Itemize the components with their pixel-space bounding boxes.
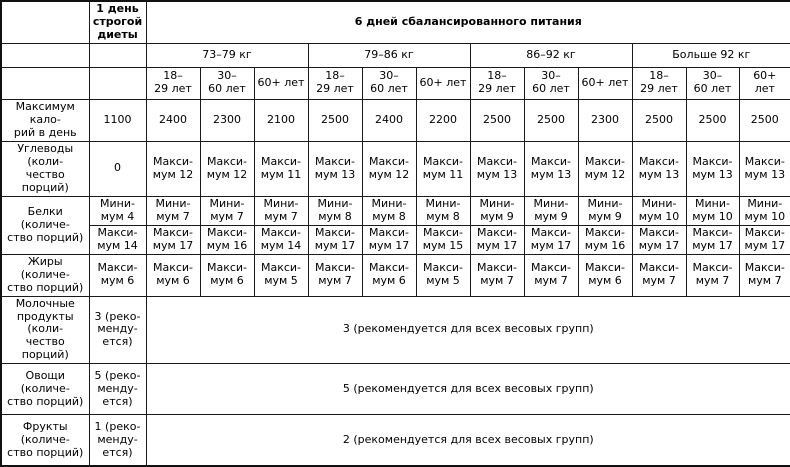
row-label-vegetables (1, 364, 89, 415)
cell-carbs-7 (524, 141, 578, 196)
val-line2: мум 6 (588, 274, 622, 288)
age-line1: 30– (379, 69, 399, 83)
val-line2: мум 17 (530, 238, 572, 252)
val-line1: Макси- (422, 225, 464, 239)
val-line2: мум 13 (476, 167, 518, 181)
cell-fats-0 (146, 254, 200, 296)
header-strict-day (89, 1, 146, 43)
age-group-30-60-g3 (524, 67, 578, 99)
cell-protein-min-6 (470, 196, 524, 225)
table-row-vegetables (1, 364, 790, 415)
val-line1: Макси- (530, 261, 572, 275)
row-label-line1: Максимум кало- (15, 99, 75, 126)
row-label-line2: продукты (коли- (16, 309, 74, 336)
cell-calories-3: 2500 (308, 99, 362, 141)
age-line2: 60 лет (370, 82, 408, 96)
val-line2: мум 7 (156, 209, 190, 223)
val-line1: 5 (реко- (94, 368, 141, 382)
blank-cell-left (1, 43, 89, 67)
val-line1: Мини- (587, 196, 623, 210)
val-line1: Макси- (638, 225, 680, 239)
cell-protein-max-0 (146, 225, 200, 254)
val-line2: мум 9 (588, 209, 622, 223)
cell-protein-max-8 (578, 225, 632, 254)
val-line1: Мини- (425, 196, 461, 210)
row-label-line1: Фрукты (количе- (20, 419, 70, 446)
val-line2: мум 7 (480, 274, 514, 288)
val-line2: мум 6 (372, 274, 406, 288)
cell-carbs-1 (200, 141, 254, 196)
age-group-60plus-g1: 60+ лет (254, 67, 308, 99)
corner-blank-cell (1, 1, 89, 43)
cell-fats-7 (524, 254, 578, 296)
cell-calories-10: 2500 (686, 99, 739, 141)
age-group-18-29-g1 (146, 67, 200, 99)
val-line1: Макси- (584, 261, 626, 275)
cell-vegetables-strict (89, 364, 146, 415)
blank-cell-left-2 (1, 67, 89, 99)
age-line1: 30– (217, 69, 237, 83)
val-line1: Макси- (744, 225, 785, 239)
val-line1: 1 (реко- (94, 419, 141, 433)
val-line2: мум 17 (476, 238, 518, 252)
val-line1: Макси- (692, 225, 733, 239)
row-label-carbohydrates (1, 141, 89, 196)
val-line2: мум 10 (692, 209, 733, 223)
table-row-fats (1, 254, 790, 296)
cell-protein-max-9 (632, 225, 686, 254)
val-line2: мум 8 (372, 209, 406, 223)
age-line1: 18– (325, 69, 345, 83)
age-group-60plus-g2: 60+ лет (416, 67, 470, 99)
val-line1: Макси- (368, 225, 410, 239)
val-line2: менду- (97, 381, 138, 395)
val-line2: мум 4 (100, 209, 135, 223)
val-line2: мум 7 (695, 274, 730, 288)
row-label-line1: Белки (количе- (20, 204, 70, 231)
header-strict-day-line2: строгой (92, 14, 143, 28)
val-line1: Макси- (422, 154, 464, 168)
val-line2: мум 13 (314, 167, 356, 181)
val-line1: Макси- (260, 154, 302, 168)
val-line2: мум 5 (264, 274, 298, 288)
val-line2: мум 7 (210, 209, 244, 223)
cell-dairy-strict (89, 296, 146, 364)
table-row-carbohydrates (1, 141, 790, 196)
row-label-line2: ство порций) (7, 445, 84, 459)
row-label-fruits (1, 415, 89, 466)
cell-fats-5 (416, 254, 470, 296)
age-line2: 29 лет (316, 82, 354, 96)
table-row-dairy (1, 296, 790, 364)
weight-group-73-79: 73–79 кг (146, 43, 308, 67)
row-label-fats (1, 254, 89, 296)
val-line1: Макси- (744, 154, 785, 168)
val-line1: Макси- (97, 225, 138, 239)
cell-fruits-note: 2 (рекомендуется для всех весовых групп) (146, 415, 790, 466)
age-line2: 60 лет (693, 82, 732, 96)
age-group-18-29-g2 (308, 67, 362, 99)
cell-carbs-8 (578, 141, 632, 196)
row-label-line1: Овощи (количе- (20, 368, 70, 395)
header-strict-day-line3: диеты (97, 27, 138, 41)
val-line1: Макси- (97, 261, 138, 275)
val-line1: Макси- (744, 261, 785, 275)
val-line1: Макси- (530, 225, 572, 239)
val-line2: мум 17 (314, 238, 356, 252)
cell-calories-0: 2400 (146, 99, 200, 141)
val-line1: Макси- (314, 225, 356, 239)
cell-carbs-2 (254, 141, 308, 196)
val-line2: мум 11 (260, 167, 302, 181)
val-line1: Мини- (695, 196, 730, 210)
blank-cell-strict (89, 43, 146, 67)
val-line2: мум 17 (638, 238, 680, 252)
val-line2: мум 13 (692, 167, 733, 181)
val-line1: Макси- (638, 261, 680, 275)
val-line2: мум 10 (744, 209, 786, 223)
row-label-protein (1, 196, 89, 254)
val-line1: Макси- (692, 154, 733, 168)
age-line1: 30– (541, 69, 561, 83)
val-line2: мум 7 (642, 274, 676, 288)
val-line1: Мини- (533, 196, 569, 210)
val-line2: мум 8 (318, 209, 352, 223)
cell-fats-6 (470, 254, 524, 296)
val-line1: Макси- (368, 154, 410, 168)
val-line2: мум 12 (152, 167, 194, 181)
table-row-protein-max (1, 225, 790, 254)
val-line2: мум 17 (368, 238, 410, 252)
age-group-18-29-g3 (470, 67, 524, 99)
val-line1: Макси- (584, 154, 626, 168)
age-line1: 18– (163, 69, 183, 83)
val-line2: мум 12 (206, 167, 248, 181)
table-row-fruits (1, 415, 790, 466)
row-label-line1: Углеводы (коли- (17, 141, 74, 168)
val-line1: Макси- (314, 154, 356, 168)
age-line2: 29 лет (640, 82, 678, 96)
cell-carbs-3 (308, 141, 362, 196)
val-line1: Макси- (476, 154, 518, 168)
val-line2: мум 14 (260, 238, 302, 252)
age-line1: 30– (702, 69, 723, 83)
cell-fats-11 (739, 254, 790, 296)
val-line1: Макси- (206, 225, 248, 239)
val-line1: Макси- (260, 261, 302, 275)
val-line2: мум 7 (747, 274, 782, 288)
val-line2: мум 13 (530, 167, 572, 181)
cell-fats-1 (200, 254, 254, 296)
cell-protein-max-11 (739, 225, 790, 254)
cell-protein-max-6 (470, 225, 524, 254)
val-line2: менду- (97, 322, 138, 336)
cell-fats-8 (578, 254, 632, 296)
val-line1: 3 (реко- (94, 309, 141, 323)
row-label-line2: чество порций) (21, 167, 69, 194)
val-line2: мум 7 (264, 209, 298, 223)
val-line2: мум 16 (206, 238, 248, 252)
val-line2: мум 15 (422, 238, 464, 252)
cell-protein-max-7 (524, 225, 578, 254)
row-label-line2: ство порций) (7, 394, 84, 408)
val-line2: мум 13 (638, 167, 680, 181)
val-line2: мум 7 (534, 274, 568, 288)
cell-protein-min-3 (308, 196, 362, 225)
val-line1: Макси- (206, 261, 248, 275)
val-line2: мум 17 (692, 238, 733, 252)
cell-fats-4 (362, 254, 416, 296)
val-line2: мум 17 (744, 238, 786, 252)
val-line3: ется) (102, 445, 133, 459)
cell-carbs-strict: 0 (89, 141, 146, 196)
cell-protein-min-8 (578, 196, 632, 225)
blank-cell-strict-2 (89, 67, 146, 99)
val-line2: мум 9 (534, 209, 568, 223)
table-row-protein-min (1, 196, 790, 225)
cell-calories-6: 2500 (470, 99, 524, 141)
val-line1: Мини- (479, 196, 515, 210)
cell-carbs-5 (416, 141, 470, 196)
val-line3: ется) (102, 394, 133, 408)
val-line2: мум 6 (210, 274, 244, 288)
cell-protein-min-5 (416, 196, 470, 225)
header-row-weight-groups (1, 43, 790, 67)
weight-group-86-92: 86–92 кг (470, 43, 632, 67)
val-line1: Макси- (152, 225, 194, 239)
age-group-60plus-g4: 60+ лет (739, 67, 790, 99)
cell-fats-2 (254, 254, 308, 296)
age-line2: 60 лет (532, 82, 570, 96)
val-line1: Макси- (314, 261, 356, 275)
row-label-line3: чество порций) (21, 335, 69, 362)
age-line1: 18– (649, 69, 669, 83)
cell-calories-5: 2200 (416, 99, 470, 141)
val-line2: мум 9 (480, 209, 514, 223)
val-line2: мум 5 (426, 274, 460, 288)
row-label-line2: ство порций) (7, 280, 84, 294)
val-line1: Макси- (584, 225, 626, 239)
cell-protein-max-4 (362, 225, 416, 254)
cell-protein-min-1 (200, 196, 254, 225)
val-line2: мум 17 (152, 238, 194, 252)
weight-group-over-92: Больше 92 кг (632, 43, 790, 67)
val-line1: Макси- (368, 261, 410, 275)
age-group-60plus-g3: 60+ лет (578, 67, 632, 99)
cell-fruits-strict (89, 415, 146, 466)
val-line1: Мини- (155, 196, 191, 210)
cell-carbs-6 (470, 141, 524, 196)
val-line1: Макси- (476, 261, 518, 275)
val-line1: Макси- (260, 225, 302, 239)
weight-group-79-86: 79–86 кг (308, 43, 470, 67)
val-line1: Макси- (152, 261, 194, 275)
cell-calories-1: 2300 (200, 99, 254, 141)
row-label-line2: ство порций) (7, 230, 84, 244)
val-line1: Макси- (692, 261, 733, 275)
cell-vegetables-note: 5 (рекомендуется для всех весовых групп) (146, 364, 790, 415)
row-label-line1: Молочные (15, 296, 75, 310)
val-line2: мум 8 (426, 209, 460, 223)
val-line2: мум 12 (368, 167, 410, 181)
cell-calories-7: 2500 (524, 99, 578, 141)
val-line1: Мини- (317, 196, 353, 210)
val-line2: мум 13 (744, 167, 786, 181)
cell-protein-strict-min (89, 196, 146, 225)
val-line1: Мини- (100, 196, 135, 210)
cell-protein-min-9 (632, 196, 686, 225)
cell-protein-min-11 (739, 196, 790, 225)
val-line3: ется) (102, 335, 133, 349)
header-strict-day-line1: 1 день (96, 2, 139, 15)
val-line2: мум 7 (318, 274, 352, 288)
cell-calories-strict: 1100 (89, 99, 146, 141)
cell-carbs-10 (686, 141, 739, 196)
val-line1: Макси- (206, 154, 248, 168)
cell-dairy-note: 3 (рекомендуется для всех весовых групп) (146, 296, 790, 364)
val-line2: мум 6 (100, 274, 135, 288)
age-group-30-60-g4 (686, 67, 739, 99)
header-balanced-days: 6 дней сбалансированного питания (146, 1, 790, 43)
val-line1: Макси- (638, 154, 680, 168)
cell-fats-10 (686, 254, 739, 296)
cell-calories-4: 2400 (362, 99, 416, 141)
cell-carbs-0 (146, 141, 200, 196)
age-group-30-60-g1 (200, 67, 254, 99)
row-label-dairy (1, 296, 89, 364)
cell-calories-9: 2500 (632, 99, 686, 141)
age-line2: 29 лет (478, 82, 516, 96)
val-line1: Мини- (263, 196, 299, 210)
header-row-top (1, 1, 790, 43)
cell-protein-max-10 (686, 225, 739, 254)
val-line2: мум 16 (584, 238, 626, 252)
val-line2: мум 10 (638, 209, 680, 223)
row-label-line1: Жиры (количе- (20, 254, 70, 281)
row-label-calories (1, 99, 89, 141)
cell-protein-min-10 (686, 196, 739, 225)
age-line2: 29 лет (154, 82, 192, 96)
val-line1: Макси- (530, 154, 572, 168)
cell-protein-max-5 (416, 225, 470, 254)
val-line1: Макси- (422, 261, 464, 275)
val-line1: Мини- (747, 196, 783, 210)
val-line2: мум 11 (422, 167, 464, 181)
val-line1: Макси- (152, 154, 194, 168)
val-line2: менду- (97, 432, 138, 446)
cell-protein-min-0 (146, 196, 200, 225)
cell-carbs-11 (739, 141, 790, 196)
cell-calories-2: 2100 (254, 99, 308, 141)
cell-fats-3 (308, 254, 362, 296)
age-line1: 18– (487, 69, 507, 83)
cell-protein-min-7 (524, 196, 578, 225)
val-line1: Мини- (209, 196, 245, 210)
cell-calories-11: 2500 (739, 99, 790, 141)
cell-protein-max-2 (254, 225, 308, 254)
age-group-30-60-g2 (362, 67, 416, 99)
age-line2: 60 лет (208, 82, 246, 96)
cell-fats-strict (89, 254, 146, 296)
cell-carbs-9 (632, 141, 686, 196)
cell-protein-min-2 (254, 196, 308, 225)
row-label-line2: рий в день (13, 125, 77, 139)
cell-protein-max-3 (308, 225, 362, 254)
table-row-calories (1, 99, 790, 141)
val-line2: мум 6 (156, 274, 190, 288)
val-line2: мум 14 (97, 238, 138, 252)
val-line1: Мини- (371, 196, 407, 210)
cell-calories-8: 2300 (578, 99, 632, 141)
cell-protein-min-4 (362, 196, 416, 225)
val-line2: мум 12 (584, 167, 626, 181)
header-row-age-groups (1, 67, 790, 99)
cell-fats-9 (632, 254, 686, 296)
cell-protein-max-1 (200, 225, 254, 254)
cell-carbs-4 (362, 141, 416, 196)
cell-protein-strict-max (89, 225, 146, 254)
val-line1: Мини- (641, 196, 677, 210)
val-line1: Макси- (476, 225, 518, 239)
age-group-18-29-g4 (632, 67, 686, 99)
